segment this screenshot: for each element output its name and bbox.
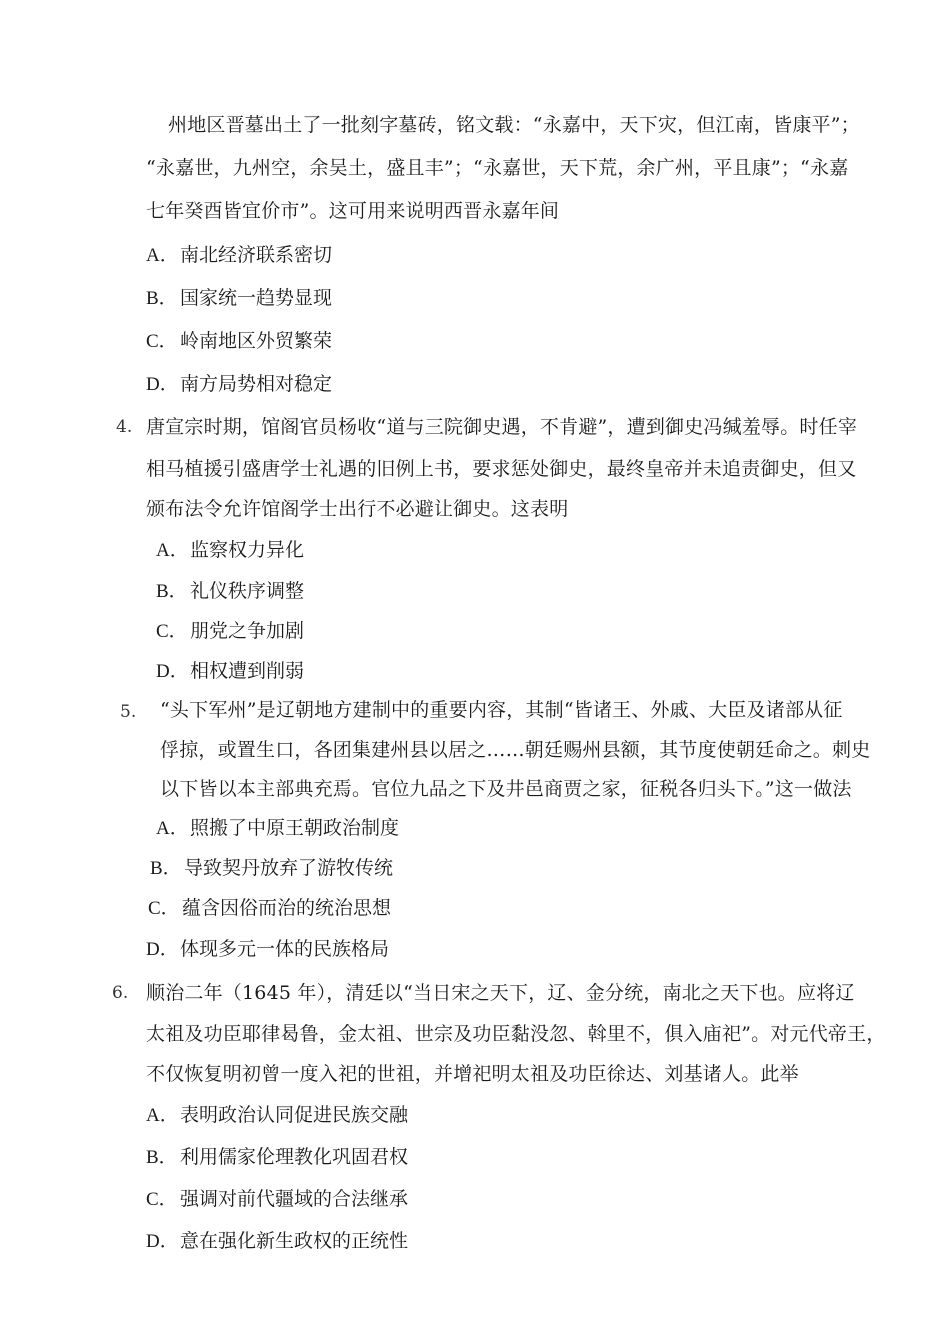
option-letter: C． bbox=[146, 331, 178, 352]
option-text: 导致契丹放弃了游牧传统 bbox=[184, 857, 394, 879]
option-text: 意在强化新生政权的正统性 bbox=[180, 1230, 409, 1252]
option-text: 照搬了中原王朝政治制度 bbox=[190, 817, 400, 839]
q6-stem-line: 不仅恢复明初曾一度入祀的世祖，并增祀明太祖及功臣徐达、刘基诸人。此举 bbox=[146, 1063, 799, 1085]
option-text: 表明政治认同促进民族交融 bbox=[180, 1104, 409, 1126]
option-text: 南北经济联系密切 bbox=[180, 244, 333, 266]
q4-option-a[interactable] bbox=[156, 537, 304, 564]
q5-option-c[interactable] bbox=[148, 895, 391, 922]
q3-option-c[interactable] bbox=[146, 328, 332, 355]
q6-stem-line: 太祖及功臣耶律曷鲁，金太祖、世宗及功臣黏没忽、斡里不，俱入庙祀”。对元代帝王， bbox=[146, 1023, 886, 1045]
option-letter: A． bbox=[156, 818, 189, 839]
q3-option-a[interactable] bbox=[146, 242, 332, 269]
option-text: 相权遭到削弱 bbox=[190, 660, 305, 682]
q6-stem-line: 顺治二年（1645 年），清廷以“当日宋之天下，辽、金分统，南北之天下也。应将辽 bbox=[146, 982, 855, 1004]
option-text: 蕴含因俗而治的统治思想 bbox=[182, 897, 392, 919]
q5-option-a[interactable] bbox=[156, 815, 399, 842]
q5-option-b[interactable] bbox=[150, 855, 393, 882]
option-text: 体现多元一体的民族格局 bbox=[180, 938, 390, 960]
q3-stem-line: 州地区晋墓出土了一批刻字墓砖，铭文载：“永嘉中，天下灾，但江南，皆康平”； bbox=[168, 114, 860, 136]
option-letter: A． bbox=[146, 1105, 179, 1126]
option-text: 礼仪秩序调整 bbox=[190, 580, 305, 602]
option-letter: D． bbox=[156, 661, 189, 682]
option-letter: C． bbox=[156, 621, 188, 642]
q5-stem-line: “头下军州”是辽朝地方建制中的重要内容，其制“皆诸王、外戚、大臣及诸部从征 bbox=[160, 699, 843, 721]
option-text: 国家统一趋势显现 bbox=[180, 287, 333, 309]
option-letter: C． bbox=[146, 1189, 178, 1210]
option-letter: C． bbox=[148, 898, 180, 919]
q3-option-b[interactable] bbox=[146, 285, 332, 312]
q3-stem-line: “永嘉世，九州空，余吴土，盛且丰”；“永嘉世，天下荒，余广州，平且康”；“永嘉 bbox=[146, 157, 849, 179]
option-letter: A． bbox=[146, 245, 179, 266]
q4-option-c[interactable] bbox=[156, 618, 304, 645]
q5-stem-line: 俘掠，或置生口，各团集建州县以居之……朝廷赐州县额，其节度使朝廷命之。刺史 bbox=[160, 739, 871, 761]
option-letter: B． bbox=[156, 581, 188, 602]
option-letter: B． bbox=[150, 858, 182, 879]
q6-option-b[interactable] bbox=[146, 1144, 408, 1171]
option-text: 朋党之争加剧 bbox=[190, 620, 305, 642]
q5-option-d[interactable] bbox=[146, 936, 389, 963]
q4-stem-line: 颁布法令允许馆阁学士出行不必避让御史。这表明 bbox=[146, 498, 569, 520]
q3-stem-line: 七年癸酉皆宜价市”。这可用来说明西晋永嘉年间 bbox=[146, 200, 560, 222]
option-text: 利用儒家伦理教化巩固君权 bbox=[180, 1146, 409, 1168]
q3-option-d[interactable] bbox=[146, 371, 332, 398]
q6-option-d[interactable] bbox=[146, 1228, 408, 1255]
q4-option-b[interactable] bbox=[156, 578, 304, 605]
q6-option-c[interactable] bbox=[146, 1186, 408, 1213]
option-letter: D． bbox=[146, 1231, 179, 1252]
q4-option-d[interactable] bbox=[156, 658, 304, 685]
option-letter: A． bbox=[156, 540, 189, 561]
q6-option-a[interactable] bbox=[146, 1102, 408, 1129]
option-text: 岭南地区外贸繁荣 bbox=[180, 330, 333, 352]
option-letter: D． bbox=[146, 939, 179, 960]
option-text: 监察权力异化 bbox=[190, 539, 305, 561]
q4-number: 4. bbox=[116, 417, 133, 437]
option-text: 南方局势相对稳定 bbox=[180, 373, 333, 395]
option-text: 强调对前代疆域的合法继承 bbox=[180, 1188, 409, 1210]
q5-stem-line: 以下皆以本主部典充焉。官位九品之下及井邑商贾之家，征税各归头下。”这一做法 bbox=[160, 778, 852, 800]
option-letter: B． bbox=[146, 288, 178, 309]
q4-stem-line: 相马植援引盛唐学士礼遇的旧例上书，要求惩处御史，最终皇帝并未追责御史，但又 bbox=[146, 458, 857, 480]
q4-stem-line: 唐宣宗时期，馆阁官员杨收“道与三院御史遇，不肯避”，遭到御史冯缄羞辱。时任宰 bbox=[146, 416, 858, 438]
option-letter: B． bbox=[146, 1147, 178, 1168]
q5-number: 5. bbox=[120, 702, 137, 722]
q6-number: 6. bbox=[112, 983, 129, 1003]
option-letter: D． bbox=[146, 374, 179, 395]
